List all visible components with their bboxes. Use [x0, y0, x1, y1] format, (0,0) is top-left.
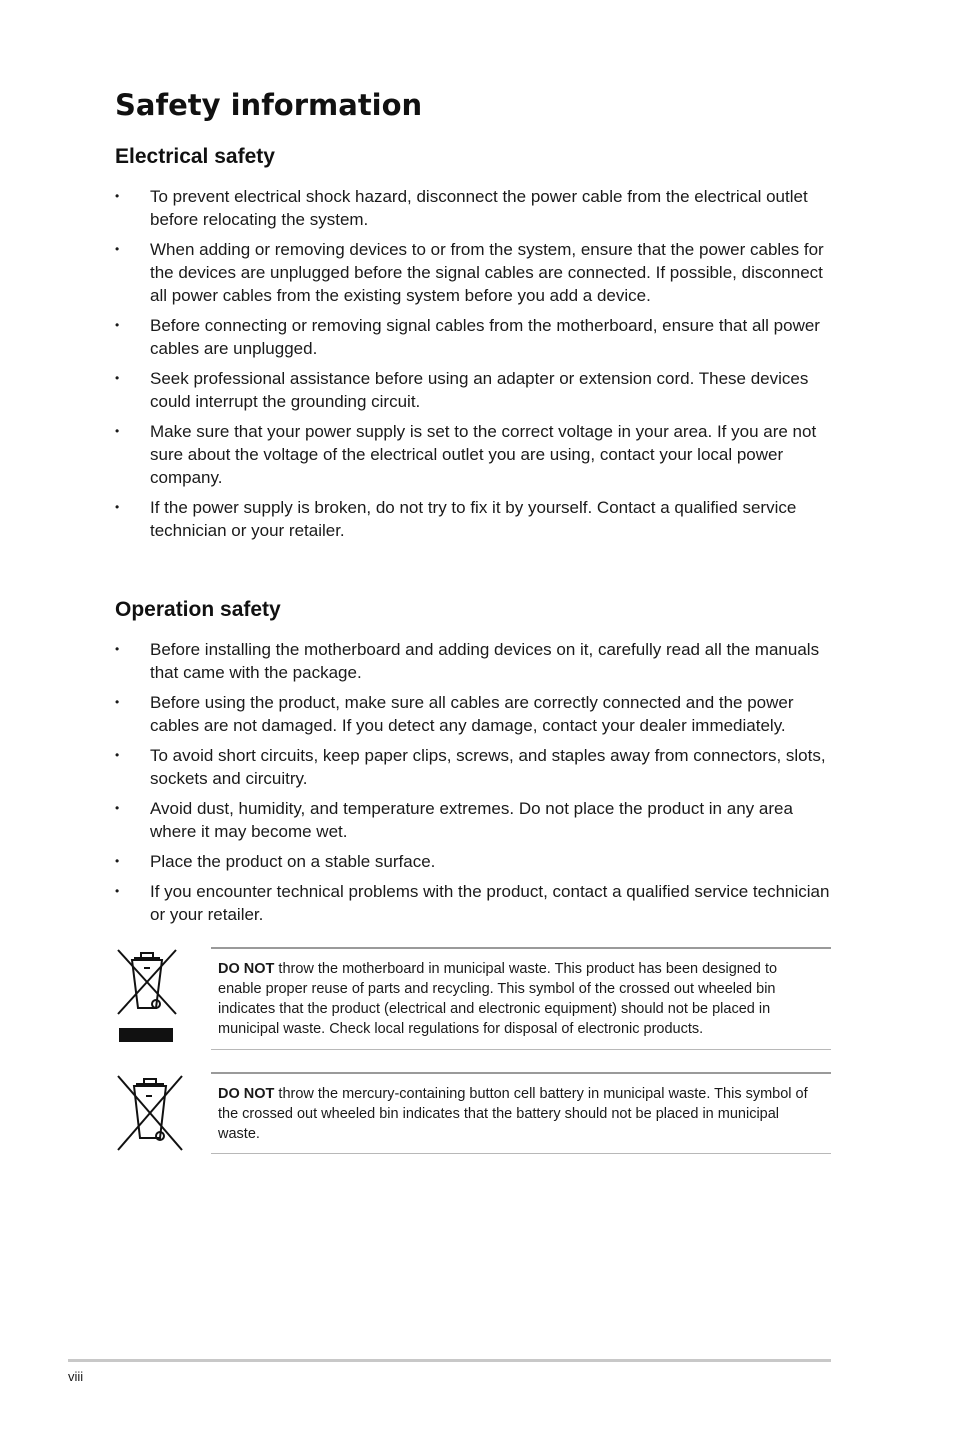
bullet: • [115, 748, 120, 762]
bullet: • [115, 642, 120, 656]
notice-emphasis: DO NOT [218, 1086, 275, 1102]
operation-safety-list [115, 638, 835, 933]
list-item: • When adding or removing devices to or from the system, ensure that the power cables for the devices are unplugged before the signal cables are connected. If possible, disconnect all power cables from the existing system before you add a device. [115, 240, 824, 305]
bullet: • [115, 371, 120, 385]
crossed-wheeled-bin-icon [114, 948, 178, 1044]
notice-emphasis: DO NOT [218, 961, 275, 977]
notice-text: throw the mercury-containing button cell battery in municipal waste. This symbol of the crossed out wheeled bin indicates that the battery should not be placed in municipal waste. [218, 1086, 808, 1142]
list-item: • Before installing the motherboard and adding devices on it, carefully read all the manuals that came with the package. [115, 640, 820, 682]
list-item: • To prevent electrical shock hazard, disconnect the power cable from the electrical outlet before relocating the system. [115, 187, 808, 229]
notice-text: throw the motherboard in municipal waste. This product has been designed to enable proper reuse of parts and recycling. This symbol of the crossed out wheeled bin indicates that the product (electrical and electronic equipment) should not be placed in municipal waste. Check local regulations for disposal of electronic products. [218, 961, 778, 1037]
list-item: • If the power supply is broken, do not try to fix it by yourself. Contact a qualified service technician or your retailer. [115, 498, 797, 540]
bullet: • [115, 318, 120, 332]
footer-rule [68, 1359, 831, 1362]
electrical-safety-heading: Electrical safety [115, 145, 275, 168]
bullet: • [115, 695, 120, 709]
list-item: • Before connecting or removing signal cables from the motherboard, ensure that all power cables are unplugged. [115, 316, 820, 358]
list-item: • Avoid dust, humidity, and temperature extremes. Do not place the product in any area where it may become wet. [115, 799, 793, 841]
operation-safety-heading: Operation safety [115, 598, 281, 621]
list-item: • Seek professional assistance before using an adapter or extension cord. These devices could interrupt the grounding circuit. [115, 369, 809, 411]
bullet: • [115, 854, 120, 868]
bullet: • [115, 500, 120, 514]
list-item: • If you encounter technical problems with the product, contact a qualified service technician or your retailer. [115, 882, 830, 924]
list-item: • Place the product on a stable surface. [115, 852, 436, 871]
bullet: • [115, 189, 120, 203]
page-title: Safety information [115, 88, 423, 122]
list-item: • To avoid short circuits, keep paper clips, screws, and staples away from connectors, slots, sockets and circuitry. [115, 746, 826, 788]
bullet: • [115, 242, 120, 256]
bullet: • [115, 884, 120, 898]
page-number: viii [68, 1369, 84, 1384]
notice-motherboard-disposal [211, 947, 831, 1050]
electrical-safety-list [115, 185, 835, 549]
crossed-wheeled-bin-icon [114, 1074, 186, 1152]
list-item: • Make sure that your power supply is set to the correct voltage in your area. If you are not sure about the voltage of the electrical outlet you are using, contact your local power company. [115, 422, 817, 487]
notice-battery-disposal [211, 1072, 831, 1154]
list-item: • Before using the product, make sure all cables are correctly connected and the power cables are not damaged. If you detect any damage, contact your dealer immediately. [115, 693, 794, 735]
bullet: • [115, 801, 120, 815]
bullet: • [115, 424, 120, 438]
